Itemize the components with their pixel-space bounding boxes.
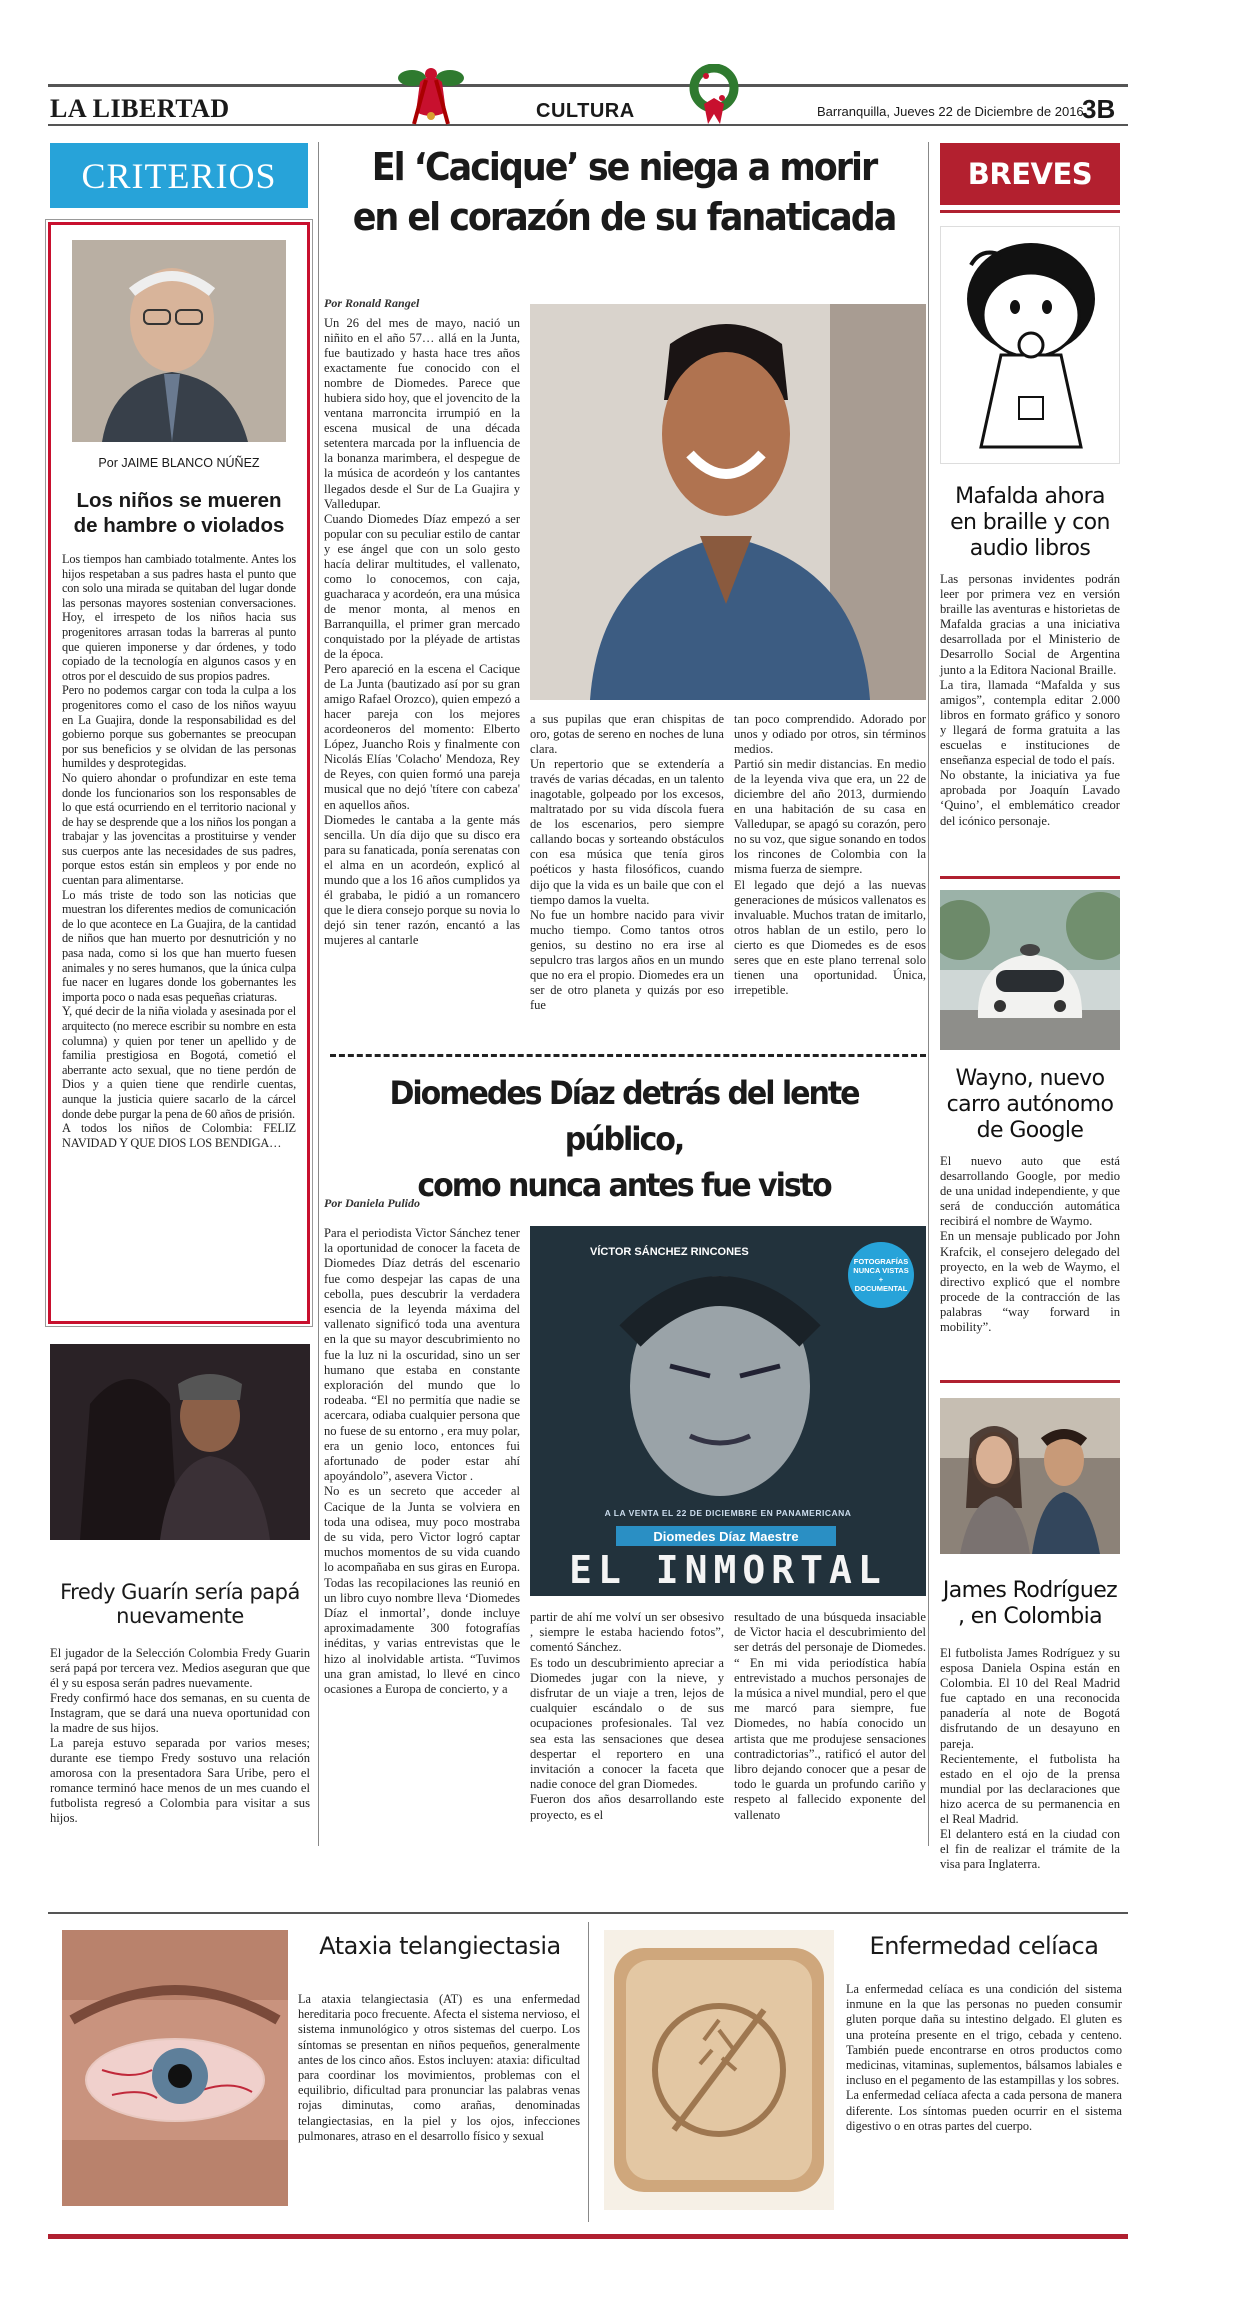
guarin-paragraph: La pareja estuvo separada por varios meses; durante ese tiempo Fredy sostuvo una relación amorosa con la presentadora Sara Uribe, pero el romance terminó hace menos de un mes cuando el futbolista regresó a Colombia para visitar a sus hijos. bbox=[50, 1736, 310, 1825]
book-badge-text: FOTOGRAFÍAS NUNCA VISTAS + DOCUMENTAL bbox=[853, 1257, 909, 1293]
diomedes-column-1 bbox=[324, 1226, 520, 1697]
cacique-paragraph: Cuando Diomedes Díaz empezó a ser popular con su peculiar estilo de cantar y ese ángel que con un solo gesto hacía delirar multitudes, el vallenato, como lo conocemos, con caja, guacharaca y acordeón, era una música de menor monta, al menos en Barranquilla, el primer gran mercado conquistado por la pléyade de artistas de la época. bbox=[324, 511, 520, 662]
dashed-separator bbox=[330, 1054, 926, 1057]
columnist-photo bbox=[72, 240, 286, 442]
bottom-section-top-rule bbox=[48, 1912, 1128, 1914]
waymo-title: Wayno, nuevo carro autónomo de Google bbox=[946, 1066, 1114, 1143]
james-paragraph: El delantero está en la ciudad con el fin de realizar el trámite de la visa para Inglaterra. bbox=[940, 1827, 1120, 1872]
ataxia-title: Ataxia telangiectasia bbox=[319, 1932, 561, 1960]
book-sale-line: A LA VENTA EL 22 DE DICIEMBRE EN PANAMERICANA bbox=[604, 1508, 852, 1518]
diomedes-headline bbox=[334, 1070, 913, 1208]
diomedes-headline-line2: como nunca antes fue visto bbox=[417, 1166, 831, 1204]
cacique-byline: Por Ronald Rangel bbox=[324, 296, 420, 310]
cacique-paragraph: a sus pupilas que eran chispitas de oro, gotas de sereno en noches de luna clara. bbox=[530, 712, 724, 757]
celiaca-paragraph: La enfermedad celíaca es una condición del sistema inmune en la que las personas no pueden consumir gluten porque daña su intestino delgado. El gluten es una proteína presente en el trigo, cebada y centeno. También puede encontrarse en otros productos como medicinas, vitaminas, suplementos, bálsamos labiales e incluso en el pegamento de las estampillas y los sobres. bbox=[846, 1982, 1122, 2088]
waymo-paragraph: El nuevo auto que está desarrollando Google, por medio de una unidad independiente, y que será de conducción automática recibirá el nombre de Waymo. bbox=[940, 1154, 1120, 1229]
cacique-headline-line1: El ‘Cacique’ se niega a morir bbox=[371, 145, 877, 189]
guarin-paragraph: Fredy confirmó hace dos semanas, en su cuenta de Instagram, que se dará una nueva oportunidad con la madre de sus hijos. bbox=[50, 1691, 310, 1735]
guarin-couple-photo bbox=[50, 1344, 310, 1540]
cacique-column-3 bbox=[734, 712, 926, 998]
cacique-paragraph: tan poco comprendido. Adorado por unos y odiado por otros, sin términos medios. bbox=[734, 712, 926, 757]
cacique-column-1 bbox=[324, 316, 520, 948]
header-bottom-rule bbox=[48, 124, 1128, 126]
christmas-wreath-ornament-right bbox=[686, 64, 742, 126]
cacique-headline-line2: en el corazón de su fanaticada bbox=[352, 195, 896, 239]
celiaca-paragraph: La enfermedad celíaca afecta a cada persona de manera diferente. Los síntomas pueden ocurrir en el sistema digestivo o en otras partes del cuerpo. bbox=[846, 2088, 1122, 2133]
cacique-column-2 bbox=[530, 712, 724, 1013]
mafalda-illustration bbox=[940, 226, 1120, 464]
cacique-paragraph: No fue un hombre nacido para vivir mucho tiempo. Como tantos otros genios, su destino no era irse al sepulcro tras largos años en un mundo que no era el propio. Diomedes era un ser de otro planeta y quizás por eso fue bbox=[530, 907, 724, 1012]
celiaca-body bbox=[846, 1982, 1122, 2134]
breves-tag-label: BREVES bbox=[967, 157, 1093, 191]
james-body bbox=[940, 1646, 1120, 1872]
bottom-section-divider bbox=[588, 1922, 589, 2222]
book-subtitle: Diomedes Díaz Maestre bbox=[653, 1528, 799, 1544]
waymo-paragraph: En un mensaje publicado por John Krafcik, el consejero delegado del proyecto, en la web de Waymo, el directivo explicó que el nombre procede de la contracción de las palabras “way forward in mobility”. bbox=[940, 1229, 1120, 1335]
celiac-bread-photo bbox=[604, 1930, 834, 2210]
mafalda-paragraph: La tira, llamada “Mafalda y sus amigos”, contempla editar 2.000 libros en formato gráfico y sonoro y llegará de forma gratuita a las escuelas e instituciones de enseñanza especial de todo el país. bbox=[940, 677, 1120, 768]
columnist-byline: Por JAIME BLANCO NÚÑEZ bbox=[98, 456, 260, 470]
diomedes-headline-line1: Diomedes Díaz detrás del lente público, bbox=[389, 1074, 859, 1158]
book-badge bbox=[848, 1242, 914, 1308]
james-paragraph: Recientemente, el futbolista ha estado en el ojo de la prensa mundial por las declaraciones que hizo acerca de su permanencia en el Real Madrid. bbox=[940, 1751, 1120, 1827]
column-paragraph: Los tiempos han cambiado totalmente. Antes los hijos respetaban a sus padres hasta el punto que con solo una mirada se quitaban del lugar donde las personas mayores sostenian conversaciones. Hoy, el irrespeto de los niños hacia sus progenitores arrasan todas la barreras al punto que quieren imponerse y dar órdenes, y todo copiado de la tecnología en algunos casos y en otros por el descuido de sus propios padres. bbox=[62, 552, 296, 683]
james-paragraph: El futbolista James Rodríguez y su esposa Daniela Ospina están en Colombia. El 10 del Real Madrid fue captado en una reconocida panadería al note de Bogotá disfrutando de un desayuno en pareja. bbox=[940, 1646, 1120, 1751]
diomedes-paragraph: Para el periodista Victor Sánchez tener la oportunidad de conocer la faceta de Diomedes Díaz detrás del escenario fue como despejar las capas de una cebolla, pues descubrir la verdadera esencia de la leyenda máxima del vallenato significó toda una aventura en la que su mayor descubrimiento no fue la luz ni la oscuridad, sino un ser humano que estaba en constante exploración del mundo que lo rodeaba. “El no permitía que nadie se acercara, odiaba cualquier persona que no fuese de su entorno , era muy polar, era un genio loco, entonces fui afortunado de poder estar ahí apoyándolo”, asevera Victor . bbox=[324, 1226, 520, 1484]
header-top-rule bbox=[48, 84, 1128, 87]
book-author: VÍCTOR SÁNCHEZ RINCONES bbox=[590, 1246, 749, 1258]
waymo-body bbox=[940, 1154, 1120, 1335]
guarin-title: Fredy Guarín sería papá nuevamente bbox=[60, 1580, 300, 1628]
waymo-car-photo bbox=[940, 890, 1120, 1050]
column-divider-right bbox=[928, 142, 929, 1846]
criterios-tag-label: CRITERIOS bbox=[81, 155, 277, 196]
guarin-paragraph: El jugador de la Selección Colombia Fredy Guarin será papá por tercera vez. Medios aseguran que que él y su esposa serán padres nuevamente. bbox=[50, 1646, 310, 1690]
column-paragraph: A todos los niños de Colombia: FELIZ NAVIDAD Y QUE DIOS LOS BENDIGA… bbox=[62, 1121, 296, 1150]
james-couple-photo bbox=[940, 1398, 1120, 1554]
book-title: EL INMORTAL bbox=[569, 1548, 887, 1592]
diomedes-smiling-photo bbox=[530, 304, 926, 700]
diomedes-paragraph: Es todo un descubrimiento apreciar a Diomedes jugar con la nieve, y disfrutar de un viaje a tren, lejos de cualquier escándalo o de sus ocupaciones profesionales. Tal vez sea esta las sensaciones que desea despertar el reportero en una invitación a conocer la faceta que nadie conoce del gran Diomedes. bbox=[530, 1655, 724, 1792]
guarin-body bbox=[50, 1646, 310, 1826]
column-paragraph: No quiero ahondar o profundizar en este tema donde los funcionarios son los responsables de lo que está ocurriendo en el territorio nacional y de hay se desprende que a los niños los pongan a trabajar y las jovencitas a prostituirse y vender sus cuerpos ante las necesidades de sus padres, porque estos están sin empleos y por ende no cuentan para alimentarse. bbox=[62, 770, 296, 888]
cacique-paragraph: Un 26 del mes de mayo, nació un niñito en el año 57… allá en la Junta, fue bautizado y hasta hace tres años exactamente fue conocido con el nombre de Diomedes. Parece que hubiera sido hoy, que el jovencito de la ventana marroncita irrumpió en la escena musical de una década setentera marcada por la influencia de la bonanza marimbera, el despegue de la música de acordeón y los cantantes llegados desde el Sur de La Guajira y Valledupar. bbox=[324, 316, 520, 511]
breves-separator-1 bbox=[940, 876, 1120, 879]
mafalda-title: Mafalda ahora en braille y con audio libros bbox=[950, 484, 1110, 561]
masthead: LA LIBERTAD bbox=[50, 94, 230, 123]
book-subtitle-band bbox=[616, 1526, 836, 1546]
diomedes-column-3 bbox=[734, 1610, 926, 1823]
column-body bbox=[62, 552, 296, 1150]
breves-underline bbox=[940, 210, 1120, 213]
section-label: CULTURA bbox=[536, 100, 635, 122]
column-paragraph: Pero no podemos cargar con toda la culpa a los progenitores como el caso de los niños wayuu en La Guajira, donde la responsabilidad es del gobierno porque sus gobernantes se preocupan por sus beneficios y se olvidan de las personas humildes y desprotegidas. bbox=[62, 683, 296, 771]
cacique-paragraph: Un repertorio que se extendería a través de varias décadas, en un talento inagotable, golpeado por los excesos, maltratado por su vida díscola fuera de los escenarios, pero siempre callando bocas y sorteando obstáculos con esa música que tenía giros poéticos y hasta filosóficos, cuando dijo que la vida es un baile que con el tiempo damos la vuelta. bbox=[530, 757, 724, 907]
diomedes-byline: Por Daniela Pulido bbox=[324, 1196, 421, 1210]
cacique-paragraph: Partió sin medir distancias. En medio de la leyenda viva que era, un 22 de diciembre del año 2013, durmiendo en una habitación de su casa en Valledupar, se apagó su corazón, pero no su voz, que sigue sonando en todos los rincones de Colombia con la misma fuerza de siempre. bbox=[734, 757, 926, 877]
mafalda-paragraph: No obstante, la iniciativa ya fue aprobada por Joaquín Lavado ‘Quino’, el emblemático creador del icónico personaje. bbox=[940, 768, 1120, 828]
cacique-paragraph: Diomedes le cantaba a la gente más sencilla. Un día dijo que su disco era para su fanaticada, ponía serenatas con el alma en un acordeón, explicó al mundo que a los 16 años cumplidos ya él grababa, le pidió a un romancero que le diera consejo porque su novia lo dejó sin tener razón, encantó a las mujeres al cantarle bbox=[324, 812, 520, 947]
cacique-headline bbox=[348, 142, 900, 242]
diomedes-paragraph: partir de ahí me volví un ser obsesivo , siempre le estaba haciendo fotos”, comentó Sánchez. bbox=[530, 1610, 724, 1655]
christmas-bell-ornament-left bbox=[396, 64, 466, 128]
breves-tag bbox=[940, 143, 1120, 205]
ataxia-eye-photo bbox=[62, 1930, 288, 2206]
column-title: Los niños se mueren de hambre o violados bbox=[73, 489, 285, 537]
footer-red-rule bbox=[48, 2234, 1128, 2239]
diomedes-paragraph: No es un secreto que acceder al Cacique de la Junta se volviera en toda una odisea, muy poco mostraba de su vida, pero Victor logró captar muchos momentos de su vida cuando lo acompañaba en sus giras en Europa. Todas las recopilaciones las reunió en un libro cuyo nombre lleva ‘Diomedes Díaz el inmortal’, donde incluye aproximadamente 300 fotografías inéditas, y varias entrevistas que le hizo al inolvidable artista. “Tuvimos una gran amistad, lo llevé en cinco ocasiones a Europa de concierto, y a bbox=[324, 1484, 520, 1697]
diomedes-paragraph: resultado de una búsqueda insaciable de Victor hacia el descubrimiento del ser detrás del personaje de Diomedes. “ En mi vida periodística había entrevistado a muchos personajes de la música a nivel mundial, pero el que me marcó para siempre, fue Diomedes, no había conocido un artista que me produjese sensaciones contradictorias”., ratificó el autor del libro dejando conocer que a pesar de todo le guarda un profundo cariño y respeto al fallecido exponente del vallenato bbox=[734, 1610, 926, 1822]
page-number: 3B bbox=[1082, 94, 1116, 124]
mafalda-body bbox=[940, 572, 1120, 829]
dateline: Barranquilla, Jueves 22 de Diciembre de 2016 bbox=[817, 104, 1084, 119]
ataxia-body: La ataxia telangiectasia (AT) es una enfermedad hereditaria poco frecuente. Afecta el sistema nervioso, el sistema inmunológico y otros sistemas del cuerpo. Los síntomas se presentan en niños pequeños, generalmente antes de los cinco años. Estos incluyen: ataxia: dificultad para coordinar los movimientos, problemas con el equilibrio, dificultad para pronunciar las palabras venas rojas diminutas, como arañas, denominadas telangiectasias, en la piel y los ojos, infecciones pulmonares, atraso en el desarrollo físico y sexual bbox=[298, 1992, 580, 2143]
james-title: James Rodríguez , en Colombia bbox=[942, 1578, 1118, 1629]
celiaca-title: Enfermedad celíaca bbox=[869, 1932, 1099, 1960]
column-paragraph: Y, qué decir de la niña violada y asesinada por el arquitecto (no merece escribir su nombre en esta columna) y quien por tener un apellido y de familia prestigiosa en Bogotá, cometió el aberrante acto sexual, que no tiene perdón de Dios y a quien tiene que rendirle cuentas, aunque la justicia quiere sacarlo de la cárcel donde debe purgar la pena de 60 años de prisión. bbox=[62, 1004, 296, 1121]
criterios-tag bbox=[50, 143, 308, 208]
column-divider-left bbox=[318, 142, 319, 1846]
cacique-paragraph: El legado que dejó a las nuevas generaciones de músicos vallenatos es invaluable. Muchos tratan de imitarlo, otros hablan de un estilo, pero lo cierto es que Diomedes es de esos seres que en este plano terrenal solo tienen una oportunidad. Única, irrepetible. bbox=[734, 877, 926, 997]
cacique-paragraph: Pero apareció en la escena el Cacique de La Junta (bautizado así por su gran amigo Rafael Orozco), quien empezó a hacer pareja con los mejores acordeoneros del momento: Elberto López, Juancho Rois y finalmente con Nicolás Elías 'Colacho' Mendoza, Rey de Reyes, con quien formó una pareja musical que no dejó 'títere con cabeza' en aquellos años. bbox=[324, 662, 520, 812]
diomedes-column-2 bbox=[530, 1610, 724, 1823]
diomedes-paragraph: Fueron dos años desarrollando este proyecto, es el bbox=[530, 1792, 724, 1822]
book-cover bbox=[530, 1226, 926, 1596]
breves-separator-2 bbox=[940, 1380, 1120, 1383]
column-paragraph: Lo más triste de todo son las noticias que muestran los diferentes medios de comunicación de lo que acontece en La Guajira, de la cantidad de niños que han muerto por desnutrición y no pasa nada, como si los que han muerto fuesen animales y no seres humanos, que la única culpa fue nacer en lugares donde los gobernantes les importa poco o nada esas pequeñas criaturas. bbox=[62, 887, 296, 1004]
mafalda-paragraph: Las personas invidentes podrán leer por primera vez en versión braille las aventuras e historietas de Mafalda gracias a una iniciativa desarrollada por el Ministerio de Desarrollo Social de Argentina junto a la Editora Nacional Braille. bbox=[940, 572, 1120, 677]
